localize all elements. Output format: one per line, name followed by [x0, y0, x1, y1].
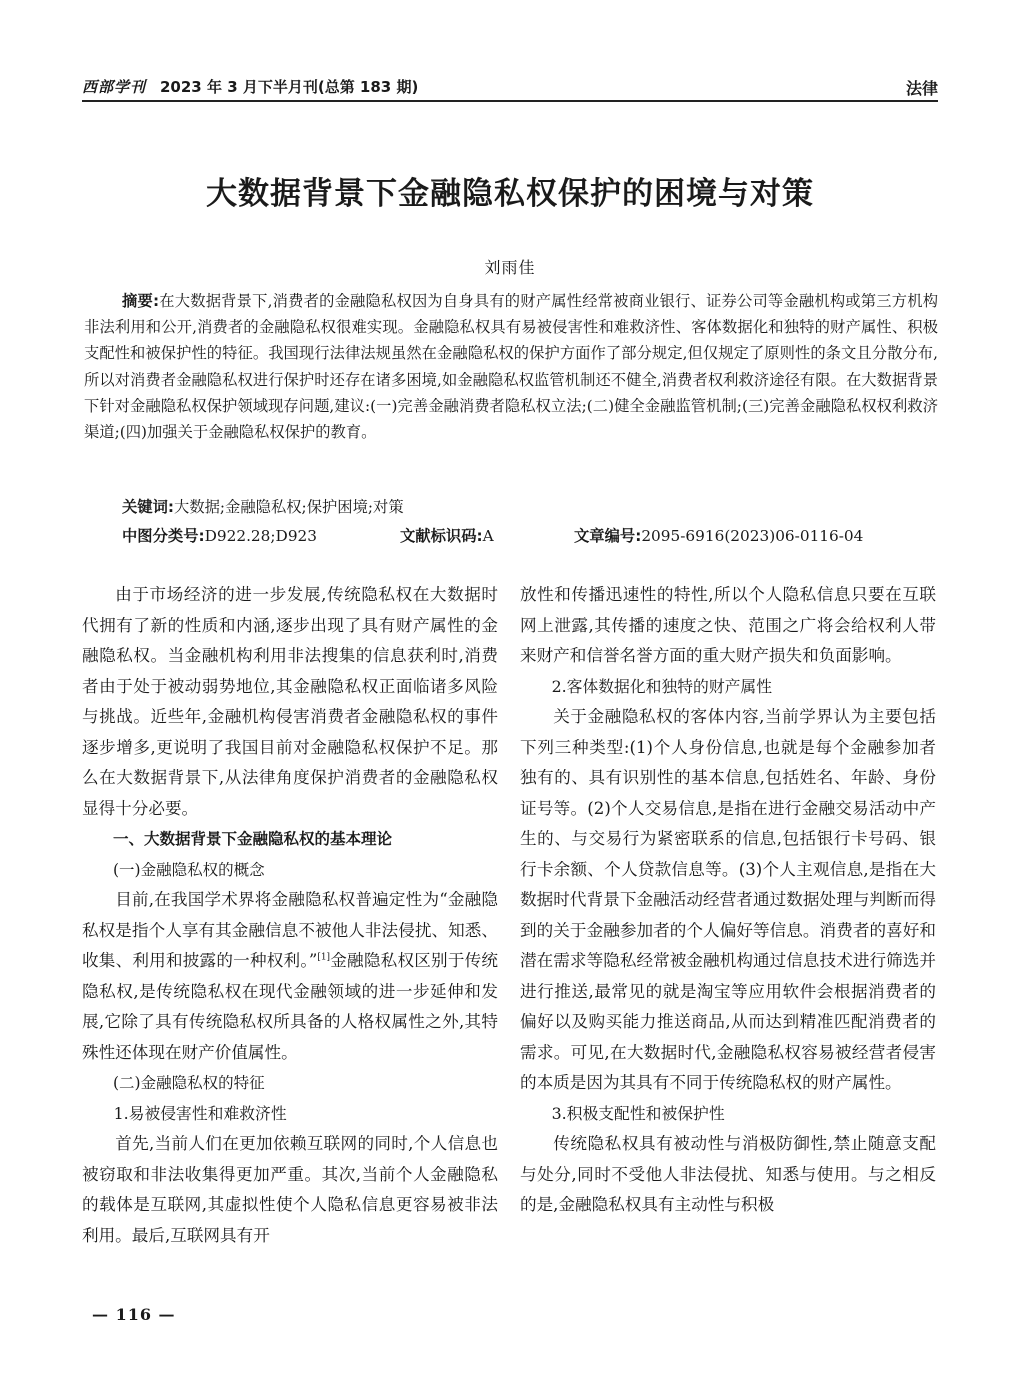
- running-header: [82, 72, 938, 102]
- body-text: 金融隐私权区别于传统隐私权,是传统隐私权在现代金融领域的进一步延伸和发展,它除了具有传统隐私权所具备的人格权属性之外,其特殊性还体现在财产价值属性。: [82, 951, 499, 1062]
- issue-info: 2023 年 3 月下半月刊(总第 183 期): [160, 78, 419, 96]
- keywords-label: 关键词:: [122, 498, 175, 516]
- journal-name: 西部学刊: [82, 78, 147, 96]
- article-title: 大数据背景下金融隐私权保护的困境与对策: [206, 176, 814, 212]
- body-column-left: [82, 580, 498, 1251]
- body-paragraph: 由于市场经济的进一步发展,传统隐私权在大数据时代拥有了新的性质和内涵,逐步出现了具有财产属性的金融隐私权。当金融机构利用非法搜集的信息获利时,消费者由于处于被动弱势地位,其金融隐私权正面临诸多风险与挑战。近些年,金融机构侵害消费者金融隐私权的事件逐步增多,更说明了我国目前对金融隐私权保护不足。那么在大数据背景下,从法律角度保护消费者的金融隐私权显得十分必要。: [82, 585, 498, 818]
- clc-value: D922.28;D923: [204, 527, 318, 545]
- clc-code: [122, 524, 317, 548]
- page-number: — 116 —: [92, 1305, 176, 1324]
- article-number: [574, 524, 863, 548]
- abstract-text: 在大数据背景下,消费者的金融隐私权因为自身具有的财产属性经常被商业银行、证券公司等金融机构或第三方机构非法利用和公开,消费者的金融隐私权很难实现。金融隐私权具有易被侵害性和难救济性、客体数据化和独特的财产属性、积极支配性和被保护性的特征。我国现行法律法规虽然在金融隐私权的保护方面作了部分规定,但仅规定了原则性的条文且分散分布,所以对消费者金融隐私权进行保护时还存在诸多困境,如金融隐私权监管机制还不健全,消费者权利救济途径有限。在大数据背景下针对金融隐私权保护领域现存问题,建议:(一)完善金融消费者隐私权立法;(二)健全金融监管机制;(三)完善金融隐私权权利救济渠道;(四)加强关于金融隐私权保护的教育。: [84, 292, 938, 442]
- author-name: 刘雨佳: [484, 258, 536, 277]
- abstract-label: 摘要:: [122, 292, 160, 310]
- article-label: 文章编号:: [574, 527, 642, 545]
- point-heading: 2.客体数据化和独特的财产属性: [551, 676, 773, 696]
- keywords: [122, 495, 922, 519]
- section-heading: 一、大数据背景下金融隐私权的基本理论: [113, 830, 393, 848]
- body-column-right: [520, 580, 936, 1221]
- clc-label: 中图分类号:: [122, 527, 205, 545]
- classification-line: [122, 524, 922, 548]
- body-paragraph-cited: [82, 885, 498, 1068]
- point-heading: 3.积极支配性和被保护性: [551, 1103, 725, 1123]
- subsection-heading: (二)金融隐私权的特征: [113, 1074, 265, 1092]
- body-paragraph: 关于金融隐私权的客体内容,当前学界认为主要包括下列三种类型:(1)个人身份信息,也就是每个金融参加者独有的、具有识别性的基本信息,包括姓名、年龄、身份证号等。(2)个人交易信息,是指在进行金融交易活动中产生的、与交易行为紧密联系的信息,包括银行卡号码、银行卡余额、个人贷款信息等。(3)个人主观信息,是指在大数据时代背景下金融活动经营者通过数据处理与判断而得到的关于金融参加者的个人偏好等信息。消费者的喜好和潜在需求等隐私经常被金融机构通过信息技术进行筛选并进行推送,最常见的就是淘宝等应用软件会根据消费者的偏好以及购买能力推送商品,从而达到精准匹配消费者的需求。可见,在大数据时代,金融隐私权容易被经营者侵害的本质是因为其具有不同于传统隐私权的财产属性。: [520, 707, 936, 1092]
- citation-marker: [1]: [317, 952, 331, 963]
- doc-value: A: [482, 527, 494, 545]
- body-paragraph: 传统隐私权具有被动性与消极防御性,禁止随意支配与处分,同时不受他人非法侵扰、知悉与使用。与之相反的是,金融隐私权具有主动性与积极: [520, 1134, 936, 1214]
- subsection-heading: (一)金融隐私权的概念: [113, 860, 265, 879]
- article-value: 2095-6916(2023)06-0116-04: [641, 527, 864, 545]
- quote-text: 目前,在我国学术界将金融隐私权普遍定性为“金融隐私权是指个人享有其金融信息不被他人非法侵扰、知悉、收集、利用和披露的一种权利。”: [82, 890, 498, 970]
- abstract: [84, 288, 938, 445]
- body-paragraph: 首先,当前人们在更加依赖互联网的同时,个人信息也被窃取和非法收集得更加严重。其次,当前个人金融隐私的载体是互联网,其虚拟性使个人隐私信息更容易被非法利用。最后,互联网具有开: [82, 1134, 498, 1245]
- section-label: 法律: [905, 79, 938, 98]
- document-code: [400, 524, 494, 548]
- body-paragraph-continued: 放性和传播迅速性的特性,所以个人隐私信息只要在互联网上泄露,其传播的速度之快、范围之广将会给权利人带来财产和信誉名誉方面的重大财产损失和负面影响。: [520, 585, 936, 665]
- doc-label: 文献标识码:: [400, 527, 483, 545]
- point-heading: 1.易被侵害性和难救济性: [113, 1103, 287, 1123]
- keywords-text: 大数据;金融隐私权;保护困境;对策: [174, 498, 404, 516]
